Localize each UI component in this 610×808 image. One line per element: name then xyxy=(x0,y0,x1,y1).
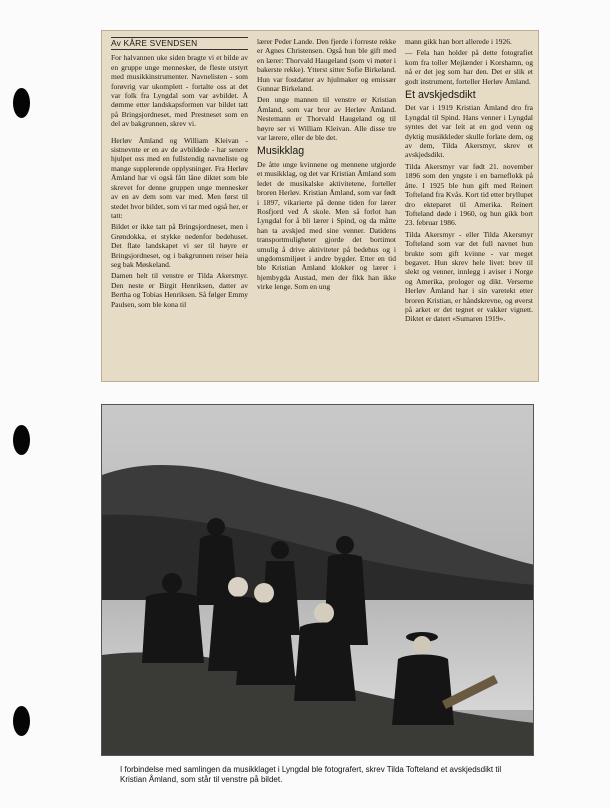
article-column-2 xyxy=(257,37,396,294)
article-column-1 xyxy=(111,37,248,311)
group-photograph xyxy=(101,404,534,756)
punch-hole-bottom xyxy=(13,706,30,736)
person-body xyxy=(236,603,296,686)
paragraph: Tilda Akersmyr var født 21. november 1896 som den yngste i en barneflokk på åtte. I 1925 ble hun gift med Reinert Tofteland fra Kvås. Kort tid etter bryllupet dro ekteparet til Amerika. Reinert Tofteland døde i 1960, og hun gikk bort 23. februar 1986. xyxy=(405,161,533,228)
paragraph: Tilda Akersmyr - eller Tilda Akersmyr Tofteland som var det full navnet hun brukte som gift kvinne - var meget begavet. Hun skrev hele livet: brev til slekt og venner, innlegg i aviser i Norge og Amerika, prologer og dikt. Verserne Herløv Åmland har i sin varetekt etter broren Kristian, er håndskrevne, og øverst på arket er det tegnet er vakker vignett. Diktet er datert «Sumaren 1919». xyxy=(405,229,533,324)
person-face xyxy=(228,577,248,597)
paragraph: Bildet er ikke tatt på Bringsjordneset, men i Grøndokka, et stykke nedenfor bedehuset. Det flate landskapet vi ser til høyre er Bringsjordneset, og i bakgrunnen reiser heia seg bak Møskeland. xyxy=(111,222,248,269)
punch-hole-top xyxy=(13,88,30,118)
byline: Av KÅRE SVENDSEN xyxy=(111,37,248,50)
paragraph: Herløv Åmland og William Kleivan - sistnevnte er en av de avbildede - har senere hjulpet oss med en fullstendig navneliste og mange supplerende opplysninger. Fra Herløv Åmland har vi også fått låne diktet som ble skrevet for denne gruppen unge mennesker av en av dem som var med. Men først til stedet hvor bildet, som vi tar med også her, er tatt: xyxy=(111,135,248,220)
section-heading-musikklag: Musikklag xyxy=(257,145,305,158)
person-body xyxy=(294,623,356,702)
paragraph: Det var i 1919 Kristian Åmland dro fra Lyngdal til Spind. Hans venner i Lyngdal syntes det var leit at en god venn og dyktig musikkleder skulle forlate dem, og av dem, Tilda Akersmyr, skrev et avskjedsdikt. xyxy=(405,103,533,160)
person-head xyxy=(207,518,225,536)
person-face xyxy=(413,636,431,654)
person-head xyxy=(162,573,182,593)
person-face xyxy=(254,583,274,603)
person-head xyxy=(336,536,354,554)
paragraph: mann gikk han bort allerede i 1926. xyxy=(405,37,512,46)
person-face xyxy=(314,603,334,623)
newspaper-clipping xyxy=(101,30,539,382)
paragraph: Den unge mannen til venstre er Kristian Åmland, som var bror av Herløv Åmland. Nestemann er Thorvald Haugeland og til høyre ser vi William Kleivan. Alle disse tre var lærere, eller de ble det. xyxy=(257,95,396,143)
paragraph: lærer Peder Lande. Den fjerde i forreste rekke er Agnes Christensen. Også hun ble gift med en lærer: Thorvald Haugeland (som vi møter i bakerste rekke). Ytterst sitter Sofie Birkeland. Hun var fostdatter av hjulmaker og emissær Gunnar Birkeland. xyxy=(257,37,396,94)
person-body xyxy=(392,655,454,726)
paragraph: For halvannen uke siden bragte vi et bilde av en gruppe unge mennesker, de fleste utstyrt med musikkinstrumenter. Navnelisten - som forøvrig var ukomplett - fortalte oss at det var folk fra Lyngdal som var avbildet. Å dømme etter landskapsformen var bildet tatt på Bringsjordneset, med Prestneset som en del av bakgrunnen, skrev vi. xyxy=(111,53,248,129)
paragraph: De åtte unge kvinnene og mennene utgjorde et musikklag, og det var Kristian Åmland som ledet de musikalske aktivitetene, forteller broren Herløv. Kristian Åmland, som var født i 1897, vikarierte på denne tiden for lærer Rosfjord ved Å skole. Men så forlot han Lyngdal for å bli lærer i Spind, og da måtte han ta avskjed med sine venner. Datidens transportmuligheter gjorde det bortimot umulig å drive aktiviteter på bedehus og i ungdomsmiljøet i andre bygder. Etter en tid ble Kristian Åmland klokker og lærer i hjembygda Austad, men der fikk han ikke virke lenge. Som en ung xyxy=(257,159,396,292)
paragraph: Damen helt til venstre er Tilda Akersmyr. Den neste er Birgit Henriksen, datter av Bertha og Tobias Henriksen. Så følger Emmy Paulsen, som ble kona til xyxy=(111,271,248,309)
person-head xyxy=(271,541,289,559)
section-heading-avskjedsdikt: Et avskjedsdikt xyxy=(405,89,476,102)
punch-hole-middle xyxy=(13,425,30,455)
person-body xyxy=(142,593,204,664)
article-column-3 xyxy=(405,37,533,326)
paragraph: — Fela han holder på dette fotografiet kom fra toller Mejlænder i Korshamn, og nå er det jeg som har den. Det er slik et godt instrument, forteller Herløv Åmland. xyxy=(405,48,533,86)
photo-caption: I forbindelse med samlingen da musikklaget i Lyngdal ble fotografert, skrev Tilda Tofteland et avskjedsdikt til Kristian Åmland, som står til venstre på bildet. xyxy=(120,765,502,784)
photo-illustration xyxy=(102,405,534,756)
